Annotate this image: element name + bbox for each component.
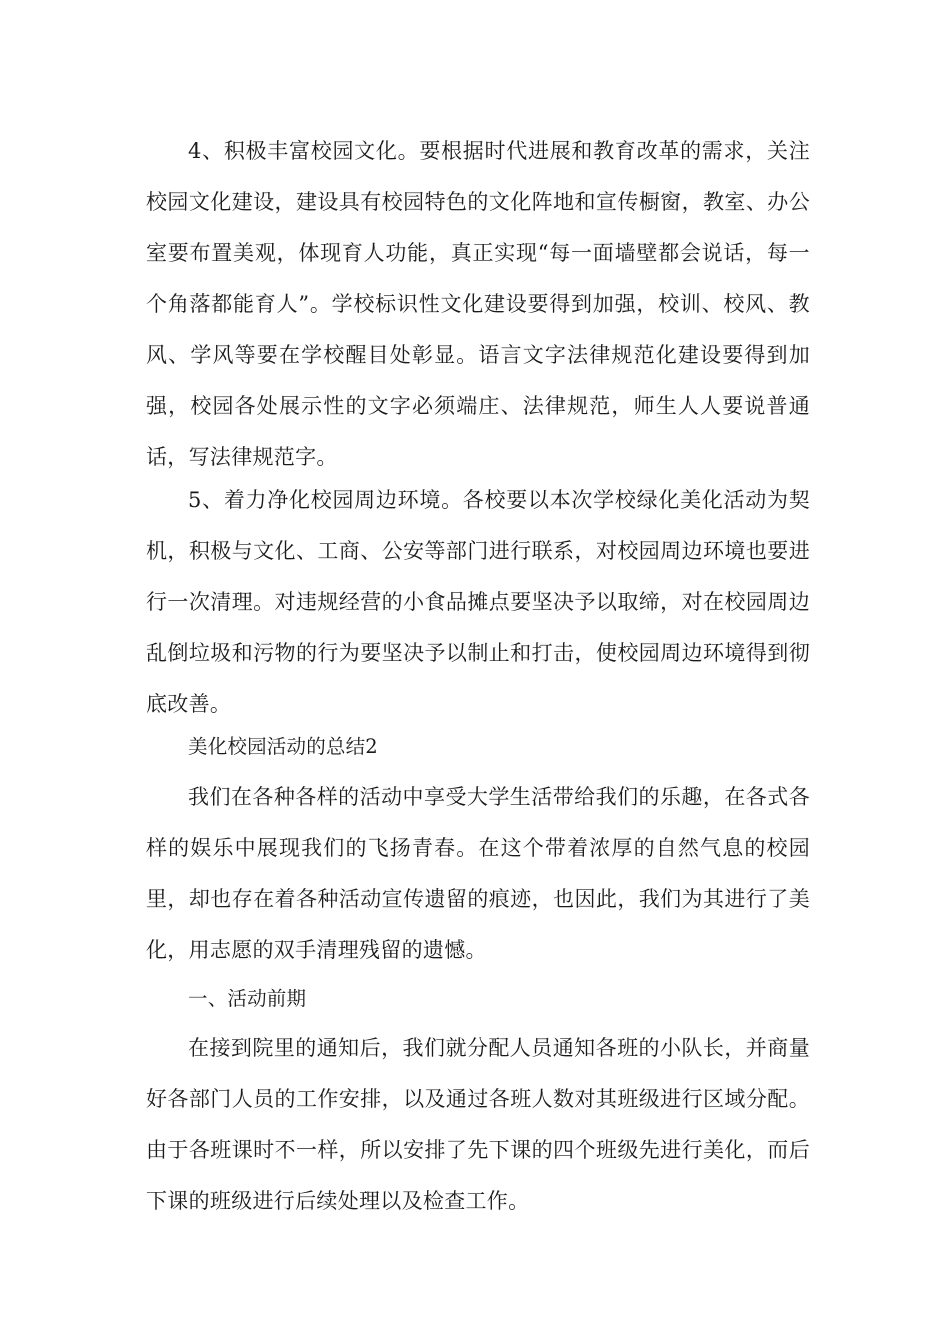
subsection-title: 一、活动前期 xyxy=(188,987,307,1010)
section-title: 美化校园活动的总结2 xyxy=(188,735,378,758)
paragraph-school-culture: 4、积极丰富校园文化。要根据时代进展和教育改革的需求，关注校园文化建设，建设具有校园特色的文化阵地和宣传橱窗，教室、办公室要布置美观，体现育人功能，真正实现“每一面墙壁都会说话，每一个角落都能育人”。学校标识性文化建设要得到加强，校训、校风、教风、学风等要在学校醒目处彰显。语言文字法律规范化建设要得到加强，校园各处展示性的文字必须端庄、法律规范，师生人人要说普通话，写法律规范字。 xyxy=(146,139,810,469)
paragraph-preparation: 在接到院里的通知后，我们就分配人员通知各班的小队长，并商量好各部门人员的工作安排，以及通过各班人数对其班级进行区域分配。由于各班课时不一样，所以安排了先下课的四个班级先进行美化，而后下课的班级进行后续处理以及检查工作。 xyxy=(146,1036,810,1213)
paragraph-intro: 我们在各种各样的活动中享受大学生活带给我们的乐趣，在各式各样的娱乐中展现我们的飞扬青春。在这个带着浓厚的自然气息的校园里，却也存在着各种活动宣传遗留的痕迹，也因此，我们为其进行了美化，用志愿的双手清理残留的遗憾。 xyxy=(146,785,810,962)
paragraph-campus-environment: 5、着力净化校园周边环境。各校要以本次学校绿化美化活动为契机，积极与文化、工商、公安等部门进行联系，对校园周边环境也要进行一次清理。对违规经营的小食品摊点要坚决予以取缔，对在校园周边乱倒垃圾和污物的行为要坚决予以制止和打击，使校园周边环境得到彻底改善。 xyxy=(146,488,810,716)
